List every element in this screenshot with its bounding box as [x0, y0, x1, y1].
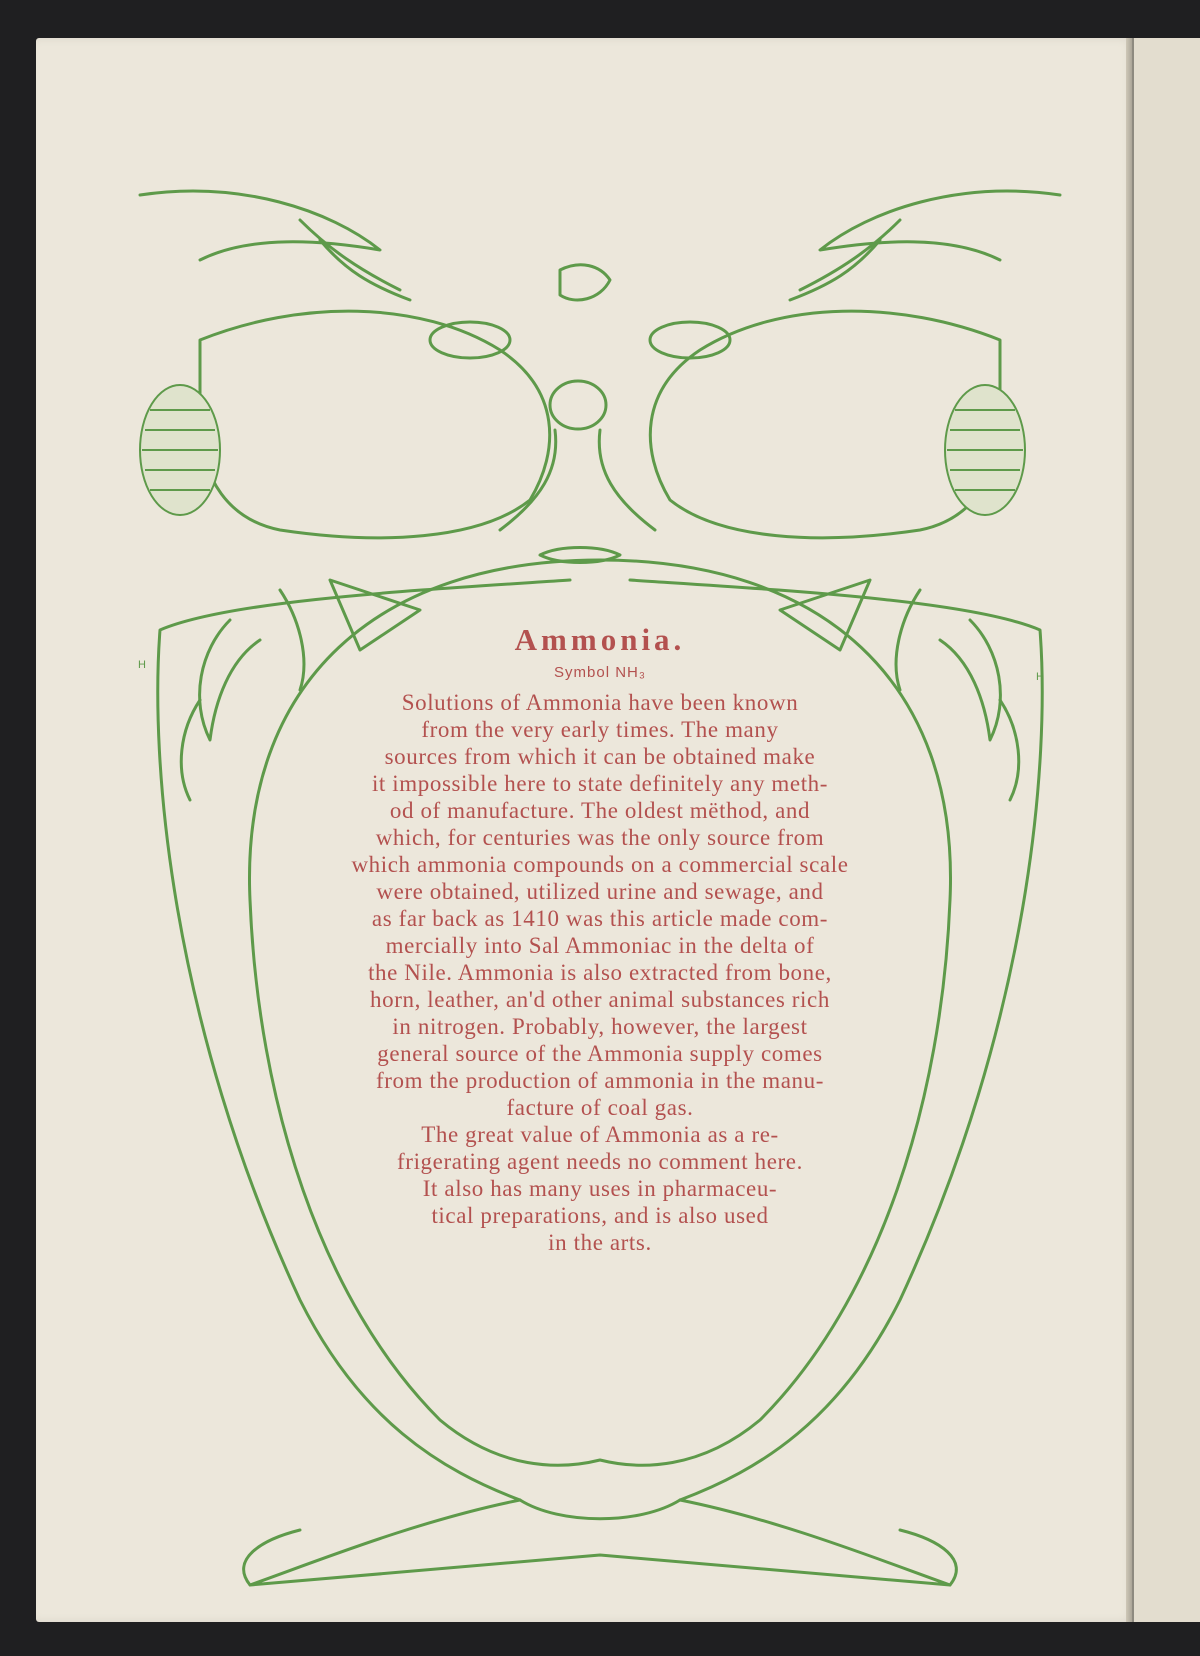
chemical-symbol: Symbol NH₃ [554, 664, 646, 681]
paragraph-1: Solutions of Ammonia have been known from the very early times. The many sources from which it can be obtained make it impossible here to state definitely any meth- od of manufacture. The oldest mëthod, and which, for centuries was the only source from which ammonia compounds on a commercial scale were obtained, utilized urine and sewage, and as far back as 1410 was this article made com- mercially into Sal Ammoniac in the delta of the Nile. Ammonia is also extracted from bone, horn, leather, an'd other animal substances rich in nitrogen. Probably, however, the largest general source of the Ammonia supply comes from the production of ammonia in the manu- facture of coal gas. [351, 690, 849, 1120]
monogram-left-icon: H [138, 659, 146, 671]
paragraph-2: The great value of Ammonia as a re- frigerating agent needs no comment here. It also has many uses in pharmaceu- tical preparations, and is also used in the arts. [397, 1122, 803, 1255]
article-text [270, 620, 930, 1256]
page-title: Ammonia. [514, 622, 686, 657]
pine-cone-ornament-left-icon [140, 385, 220, 515]
left-arch [200, 311, 550, 538]
vase-base [250, 1500, 950, 1585]
pine-cone-ornament-right-icon [945, 385, 1025, 515]
monogram-right-icon: H [1036, 671, 1044, 683]
